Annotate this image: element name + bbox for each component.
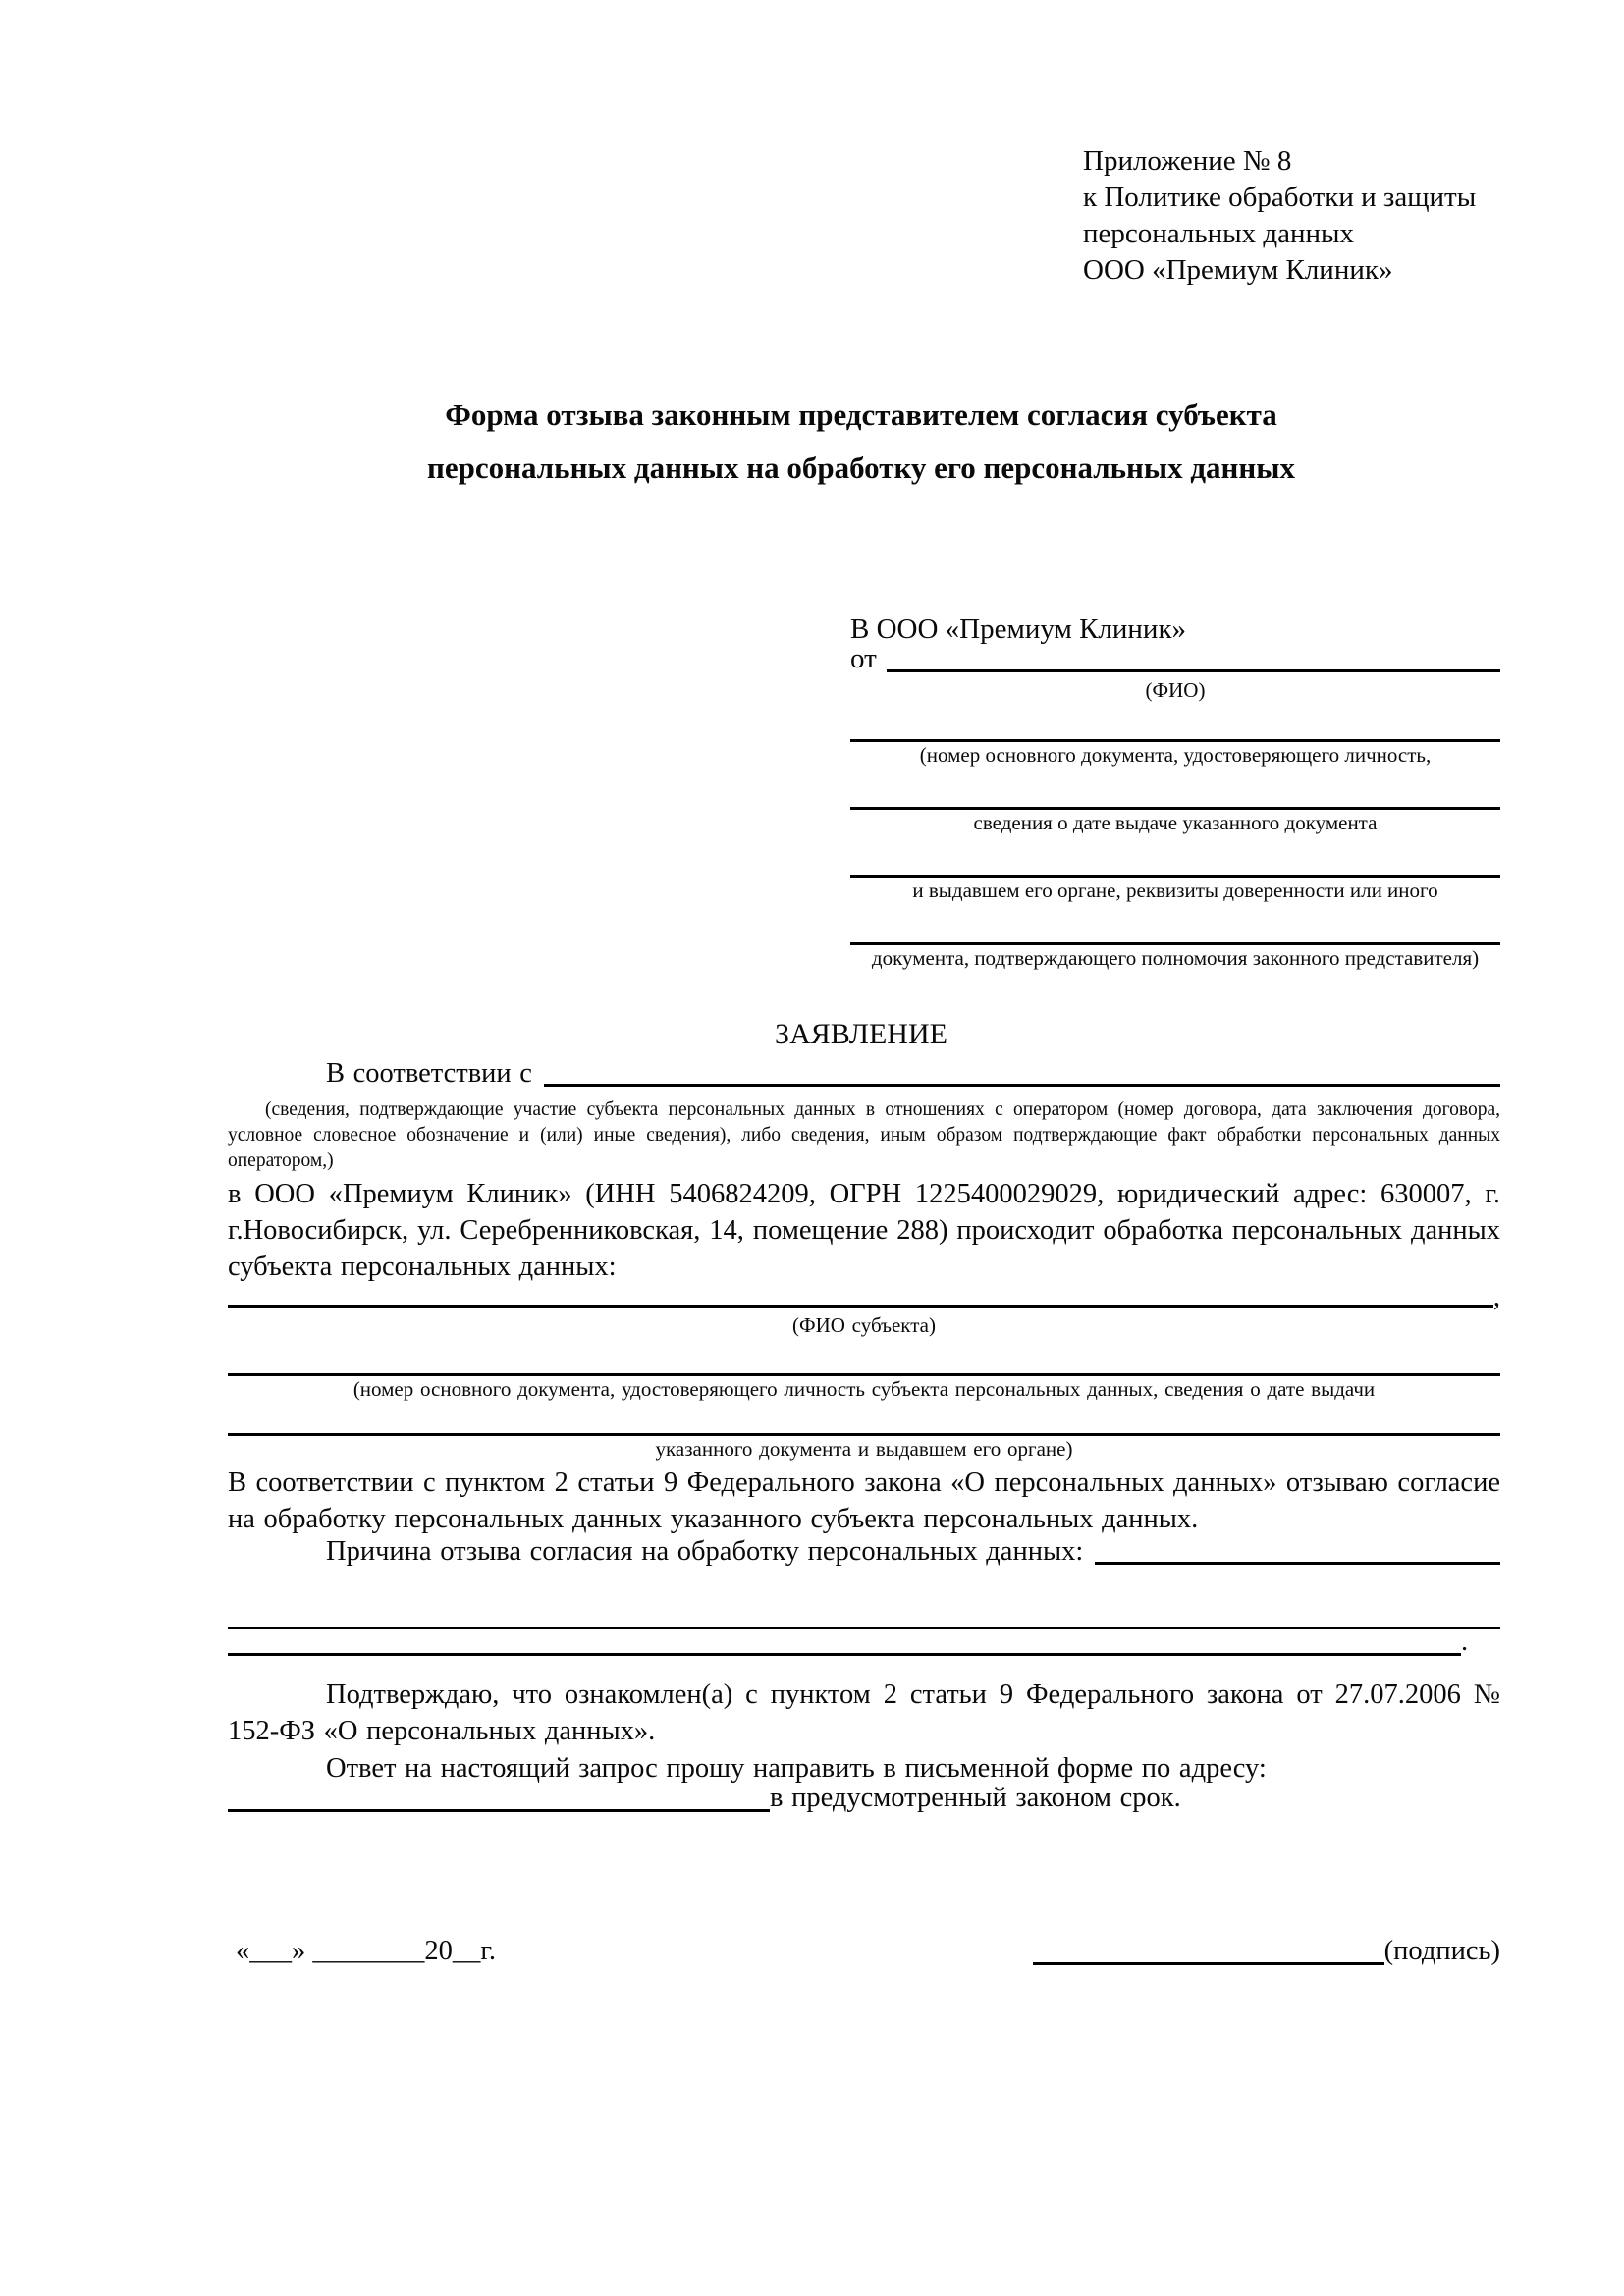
- reason-prefix: Причина отзыва согласия на обработку персональных данных:: [326, 1536, 1084, 1567]
- appendix-line-3: персональных данных: [1083, 218, 1355, 249]
- appendix-line-4: ООО «Премиум Клиник»: [1083, 254, 1393, 286]
- reason-field-line-1[interactable]: [1095, 1562, 1500, 1565]
- date-line: «___» ________20__г.: [236, 1936, 496, 1966]
- representative-doc-caption-2: сведения о дате выдаче указанного документа: [973, 811, 1378, 834]
- footer-row: [236, 1932, 1500, 1971]
- representative-doc-caption-4: документа, подтверждающего полномочия законного представителя): [871, 946, 1480, 970]
- form-title-line-2: персональных данных на обработку его персональных данных: [427, 451, 1295, 485]
- operator-paragraph: в ООО «Премиум Клиник» (ИНН 5406824209, ОГРН 1225400029029, юридический адрес: 630007, г. г.Новосибирск, ул. Серебренниковская, 14, помещение 288) происходит обработка персональных данных субъекта персональных данных:: [228, 1179, 1500, 1282]
- from-label: от: [850, 643, 877, 674]
- intro-prefix: В соответствии с: [326, 1058, 532, 1089]
- fio-caption: (ФИО): [1145, 678, 1206, 702]
- acknowledgement-paragraph: Подтверждаю, что ознакомлен(а) с пунктом 2 статьи 9 Федерального закона от 27.07.2006 № 152-ФЗ «О персональных данных».: [228, 1680, 1500, 1746]
- signature-area: [1033, 1932, 1500, 1971]
- basis-field-line[interactable]: [544, 1084, 1500, 1087]
- subject-line-comma: ,: [1492, 1282, 1500, 1312]
- reason-field-line-3[interactable]: [228, 1653, 1461, 1656]
- addressee-block: [850, 611, 1500, 971]
- representative-doc-caption-3: и выдавшем его органе, реквизиты доверенности или иного: [912, 879, 1438, 902]
- subject-doc-caption-1: (номер основного документа, удостоверяющего личность субъекта персональных данных, сведения о дате выдачи: [352, 1377, 1376, 1401]
- address-field-line[interactable]: [228, 1809, 770, 1812]
- signature-field-line[interactable]: [1033, 1962, 1384, 1965]
- form-title: [225, 389, 1497, 495]
- signature-caption: (подпись): [1383, 1936, 1500, 1966]
- addressee-to: В ООО «Премиум Клиник»: [850, 614, 1187, 645]
- form-title-line-1: Форма отзыва законным представителем согласия субъекта: [445, 398, 1277, 432]
- statement-body: [228, 1058, 1500, 1816]
- subject-fio-field-line[interactable]: [228, 1305, 1493, 1308]
- statement-heading: ЗАЯВЛЕНИЕ: [775, 1018, 947, 1050]
- blank-line-period: .: [1461, 1627, 1469, 1657]
- response-suffix: в предусмотренный законом срок.: [770, 1783, 1181, 1813]
- withdrawal-paragraph: В соответствии с пунктом 2 статьи 9 Федерального закона «О персональных данных» отзываю согласие на обработку персональных данных указанного субъекта персональных данных.: [228, 1468, 1500, 1534]
- representative-fio-field-line[interactable]: [887, 669, 1500, 672]
- subject-doc-caption-2: указанного документа и выдавшем его органе): [655, 1437, 1073, 1461]
- appendix-block: [1083, 143, 1476, 289]
- subject-fio-caption: (ФИО субъекта): [792, 1313, 936, 1337]
- appendix-line-2: к Политике обработки и защиты: [1083, 182, 1477, 213]
- representative-doc-caption-1: (номер основного документа, удостоверяющего личность,: [919, 743, 1432, 767]
- intro-fine-print: (сведения, подтверждающие участие субъекта персональных данных в отношениях с оператором (номер договора, дата заключения договора, условное словесное обозначение и (или) иные сведения), либо сведения, иным образом подтверждающие факт обработки персональных данных оператором,): [228, 1099, 1500, 1171]
- appendix-line-1: Приложение № 8: [1083, 145, 1292, 177]
- response-paragraph: Ответ на настоящий запрос прошу направить в письменной форме по адресу:: [326, 1753, 1267, 1784]
